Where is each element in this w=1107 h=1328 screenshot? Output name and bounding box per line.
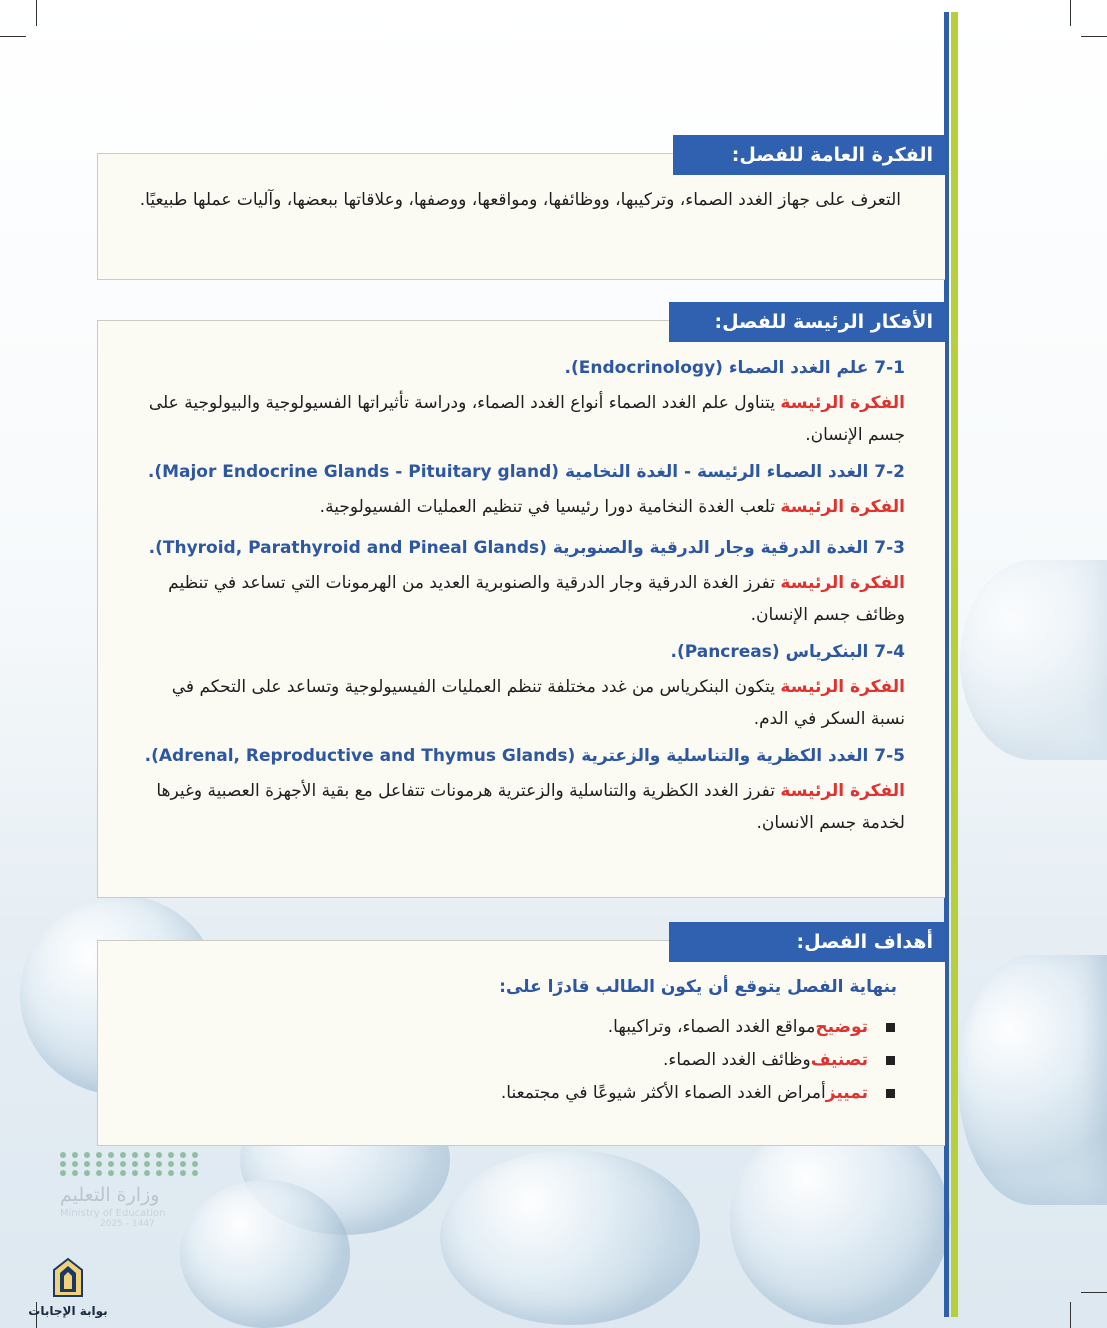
crop-mark — [0, 36, 26, 37]
crop-mark — [1070, 0, 1071, 26]
idea-label: الفكرة الرئيسة — [780, 573, 905, 593]
idea-section-3 — [135, 533, 905, 631]
logo-dot — [180, 1170, 186, 1176]
crop-mark — [36, 0, 37, 26]
logo-dot — [132, 1170, 138, 1176]
portal-logo — [28, 1256, 108, 1318]
ministry-logo — [60, 1152, 200, 1229]
logo-dot — [60, 1170, 66, 1176]
idea-heading-1: 7-1 علم الغدد الصماء (Endocrinology). — [564, 358, 905, 378]
goal-verb-3: تمييز — [825, 1083, 868, 1103]
logo-dot — [72, 1152, 78, 1158]
logo-dot — [180, 1161, 186, 1167]
logo-dot — [60, 1161, 66, 1167]
idea-heading-4: 7-4 البنكرياس (Pancreas). — [670, 642, 905, 662]
logo-dot — [180, 1152, 186, 1158]
goal-verb-1: توضيح — [815, 1017, 868, 1037]
side-rule-green — [951, 12, 958, 1317]
logo-dots-icon — [60, 1152, 200, 1176]
main-ideas-title: الأفكار الرئيسة للفصل: — [669, 302, 945, 342]
goal-verb-2: تصنيف — [810, 1050, 868, 1070]
main-ideas-panel — [97, 320, 945, 898]
bullet-square-icon — [886, 1023, 895, 1032]
logo-dot — [132, 1161, 138, 1167]
background-bubble — [730, 1115, 950, 1325]
logo-dot — [84, 1170, 90, 1176]
logo-dot — [120, 1152, 126, 1158]
goal-text-1: مواقع الغدد الصماء، وتراكيبها. — [607, 1017, 816, 1037]
logo-dot — [120, 1161, 126, 1167]
crop-mark — [1070, 1302, 1071, 1328]
overview-text: التعرف على جهاز الغدد الصماء، وتركيبها، ووظائفها، ومواقعها، ووصفها، وعلاقاتها ببعضها، وآليات عملها طبيعيًا. — [139, 190, 901, 210]
idea-section-4 — [135, 637, 905, 735]
goal-text-2: وظائف الغدد الصماء. — [663, 1050, 811, 1070]
portal-name: بوابة الإجابات — [28, 1304, 108, 1318]
logo-dot — [156, 1170, 162, 1176]
logo-dot — [120, 1170, 126, 1176]
idea-section-5 — [135, 741, 905, 839]
logo-dot — [168, 1161, 174, 1167]
logo-dot — [84, 1161, 90, 1167]
logo-dot — [144, 1152, 150, 1158]
ministry-name-en: Ministry of Education — [60, 1208, 166, 1219]
idea-heading-5: 7-5 الغدد الكظرية والتناسلية والزعترية (Adrenal, Reproductive and Thymus Glands). — [144, 746, 905, 766]
portal-emblem-icon — [46, 1256, 90, 1300]
background-bubble — [958, 955, 1107, 1205]
logo-dot — [144, 1161, 150, 1167]
goal-item-3 — [195, 1077, 895, 1110]
logo-dot — [72, 1170, 78, 1176]
logo-dot — [156, 1161, 162, 1167]
background-bubble — [180, 1180, 350, 1328]
crop-mark — [1081, 36, 1107, 37]
bullet-square-icon — [886, 1089, 895, 1098]
logo-dot — [108, 1152, 114, 1158]
goals-title: أهداف الفصل: — [669, 922, 945, 962]
overview-title: الفكرة العامة للفصل: — [673, 135, 945, 175]
ministry-name-ar: وزارة التعليم — [60, 1184, 160, 1206]
background-bubble — [440, 1150, 700, 1325]
goal-item-2 — [195, 1044, 895, 1077]
idea-label: الفكرة الرئيسة — [780, 497, 905, 517]
idea-text-3: تفرز الغدة الدرقية وجار الدرقية والصنوبرية العديد من الهرمونات التي تساعد في تنظيم وظائف جسم الإنسان. — [168, 573, 905, 625]
idea-body-3 — [135, 567, 905, 631]
idea-section-1 — [135, 353, 905, 451]
idea-body-2 — [135, 491, 905, 523]
idea-body-4 — [135, 671, 905, 735]
logo-dot — [60, 1152, 66, 1158]
logo-dot — [96, 1170, 102, 1176]
idea-text-5: تفرز الغدد الكظرية والتناسلية والزعترية هرمونات تتفاعل مع بقية الأجهزة العصبية وغيرها لخدمة جسم الانسان. — [156, 781, 905, 833]
logo-dot — [132, 1152, 138, 1158]
logo-dot — [192, 1152, 198, 1158]
logo-dot — [168, 1170, 174, 1176]
idea-label: الفكرة الرئيسة — [780, 393, 905, 413]
idea-heading-2: 7-2 الغدد الصماء الرئيسة - الغدة النخامية (Major Endocrine Glands - Pituitary gland). — [147, 462, 905, 482]
logo-dot — [192, 1170, 198, 1176]
goals-intro: بنهاية الفصل يتوقع أن يكون الطالب قادرًا على: — [499, 977, 897, 997]
idea-body-1 — [135, 387, 905, 451]
ministry-year: 2025 - 1447 — [100, 1219, 155, 1229]
goals-panel — [97, 940, 945, 1146]
idea-text-2: تلعب الغدة النخامية دورا رئيسيا في تنظيم العمليات الفسيولوجية. — [319, 497, 776, 517]
logo-dot — [96, 1152, 102, 1158]
goal-item-1 — [195, 1011, 895, 1044]
goal-text-3: أمراض الغدد الصماء الأكثر شيوعًا في مجتمعنا. — [500, 1083, 826, 1103]
logo-dot — [144, 1170, 150, 1176]
idea-heading-3: 7-3 الغدة الدرقية وجار الدرقية والصنوبرية (Thyroid, Parathyroid and Pineal Glands). — [148, 538, 905, 558]
goals-list — [195, 1011, 895, 1110]
idea-section-2 — [135, 457, 905, 523]
idea-label: الفكرة الرئيسة — [780, 781, 905, 801]
logo-dot — [108, 1170, 114, 1176]
idea-body-5 — [135, 775, 905, 839]
crop-mark — [1081, 1292, 1107, 1293]
logo-dot — [168, 1152, 174, 1158]
bullet-square-icon — [886, 1056, 895, 1065]
logo-dot — [108, 1161, 114, 1167]
idea-text-4: يتكون البنكرياس من غدد مختلفة تنظم العمليات الفيسيولوجية وتساعد على التحكم في نسبة السكر في الدم. — [171, 677, 905, 729]
logo-dot — [192, 1161, 198, 1167]
logo-dot — [72, 1161, 78, 1167]
main-ideas-list — [135, 353, 905, 839]
idea-text-1: يتناول علم الغدد الصماء أنواع الغدد الصماء، ودراسة تأثيراتها الفسيولوجية والبيولوجية على جسم الإنسان. — [148, 393, 905, 445]
logo-dot — [156, 1152, 162, 1158]
logo-dot — [96, 1161, 102, 1167]
logo-dot — [84, 1152, 90, 1158]
background-bubble — [960, 560, 1107, 760]
idea-label: الفكرة الرئيسة — [780, 677, 905, 697]
